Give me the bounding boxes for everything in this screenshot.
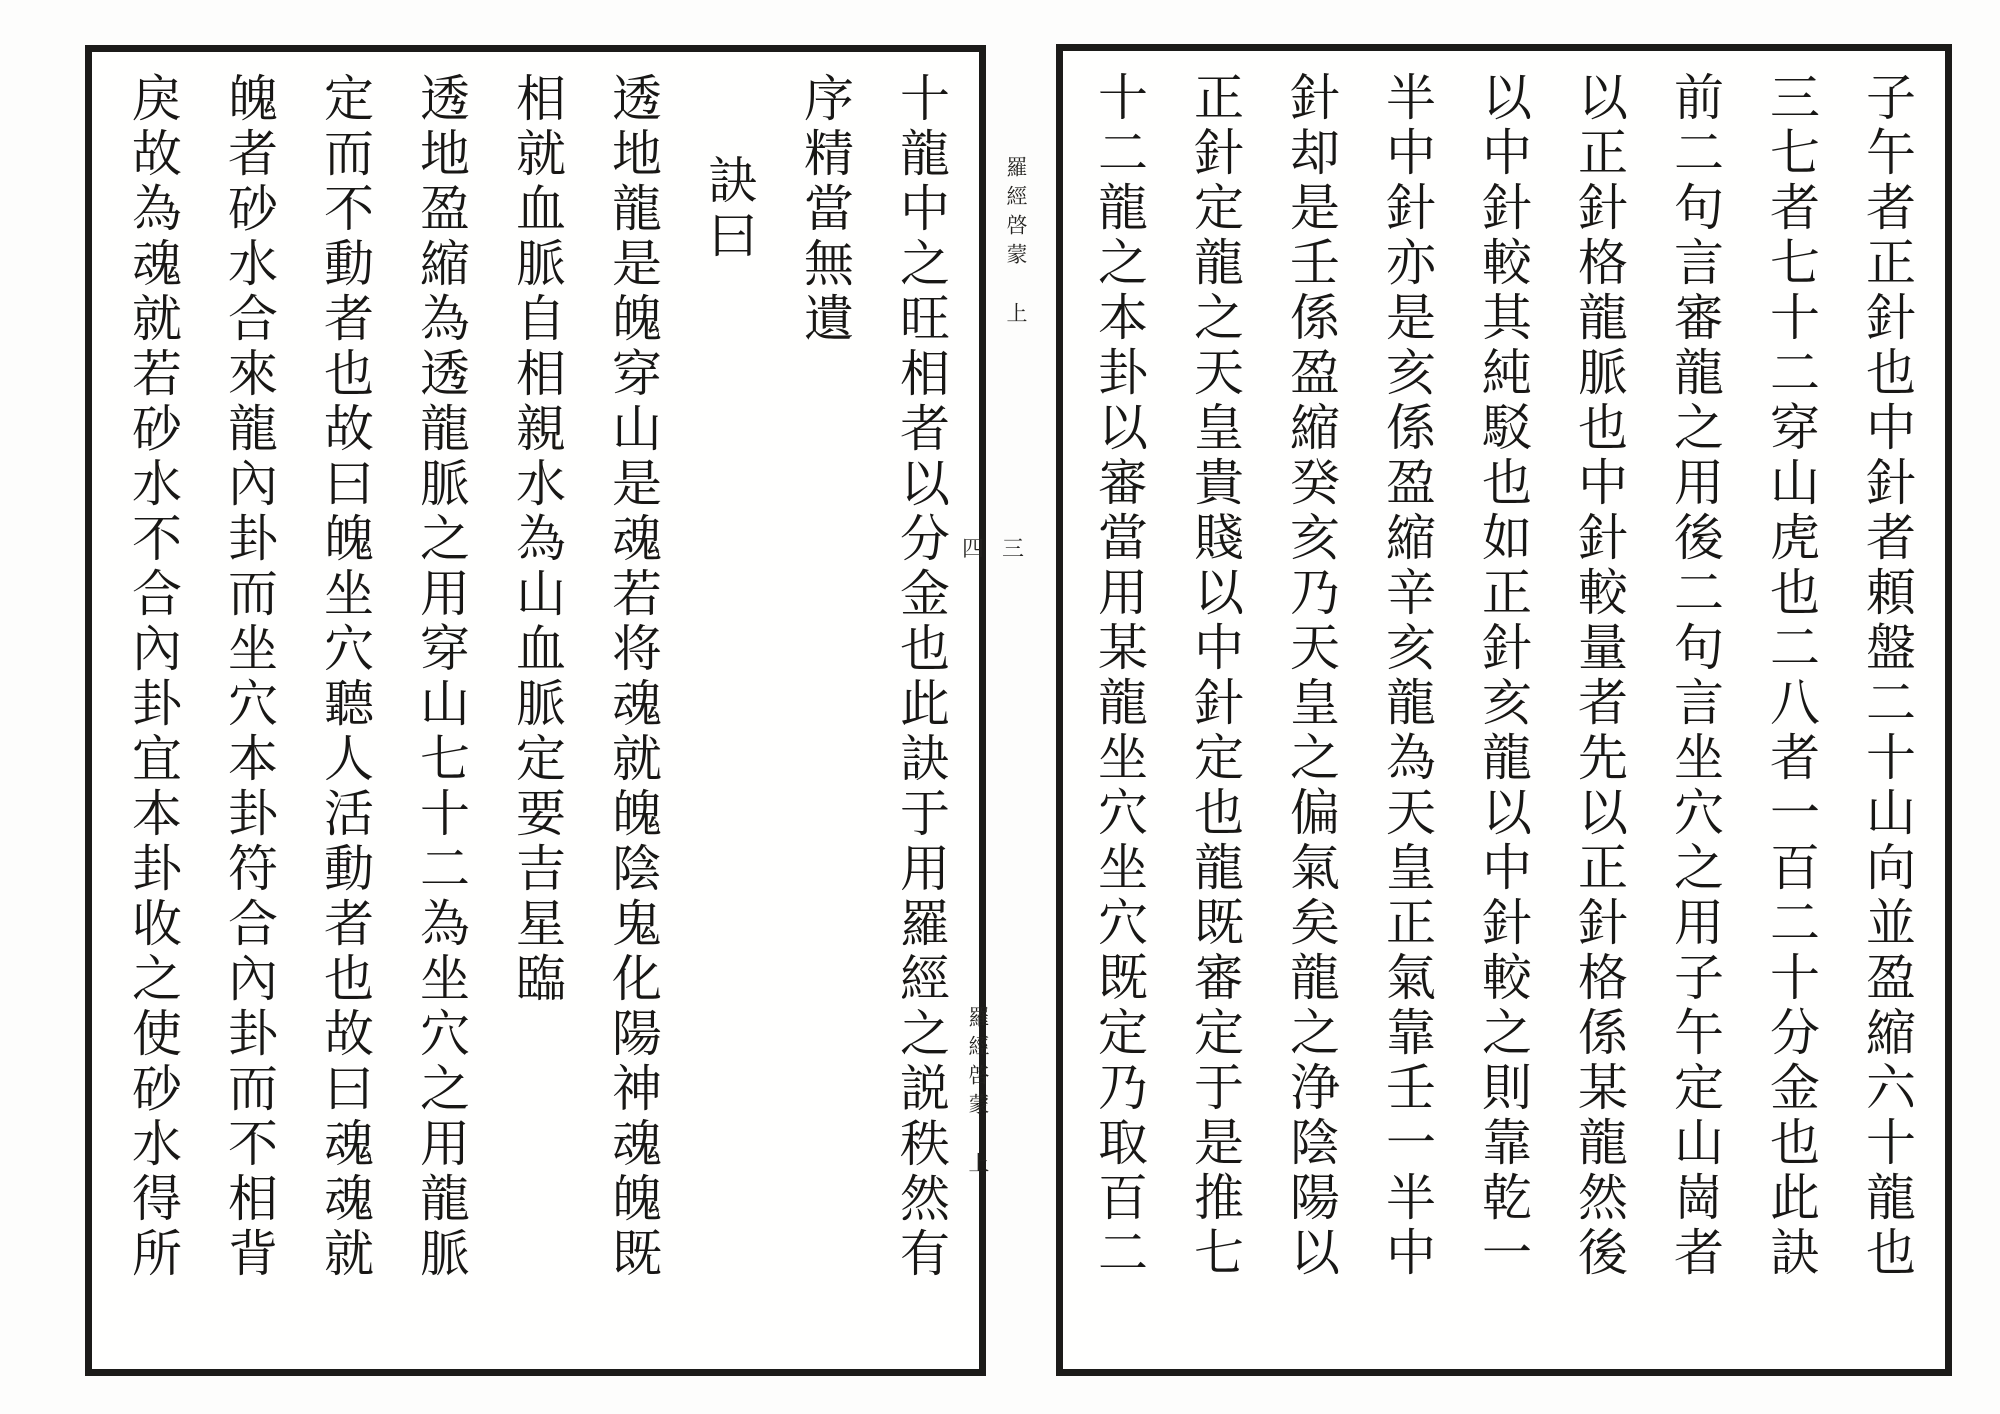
gutter-title-bottom bbox=[963, 1006, 993, 1181]
left-column-4: 透地龍是魄穿山是魂若将魂就魄陰鬼化陽神魂魄既 bbox=[604, 72, 662, 1282]
right-column-5: 以中針較其純駁也如正針亥龍以中針較之則靠乾一 bbox=[1474, 71, 1532, 1281]
gutter-title-top-text: 羅經啓蒙 bbox=[1004, 156, 1028, 272]
gutter-title-bottom-text: 羅經啓蒙 bbox=[966, 1006, 990, 1122]
left-column-2: 序精當無遺 bbox=[796, 72, 854, 347]
right-column-3: 前二句言審龍之用後二句言坐穴之用子午定山崗者 bbox=[1666, 71, 1724, 1281]
gutter-volume-top: 上 bbox=[1004, 302, 1028, 331]
right-column-1: 子午者正針也中針者頼盤二十山向並盈縮六十龍也 bbox=[1858, 71, 1916, 1281]
right-column-7: 針却是壬係盈縮癸亥乃天皇之偏氣矣龍之浄陰陽以 bbox=[1282, 71, 1340, 1281]
page-number-left: 四 bbox=[962, 537, 985, 562]
left-column-6: 透地盈縮為透龍脈之用穿山七十二為坐穴之用龍脈 bbox=[412, 72, 470, 1282]
left-column-7: 定而不動者也故曰魄坐穴聽人活動者也故曰魂魂就 bbox=[316, 72, 374, 1282]
page-left-text-block bbox=[92, 52, 979, 1369]
page-right-text-block bbox=[1063, 51, 1945, 1369]
right-column-2: 三七者七十二穿山虎也二八者一百二十分金也此訣 bbox=[1762, 71, 1820, 1281]
right-column-8: 正針定龍之天皇貴賤以中針定也龍既審定于是推七 bbox=[1186, 71, 1244, 1281]
left-column-3-verse-heading: 訣曰 bbox=[700, 154, 758, 264]
gutter-volume-bottom: 上 bbox=[966, 1152, 990, 1181]
left-column-1: 十龍中之旺相者以分金也此訣于用羅經之説秩然有 bbox=[892, 72, 950, 1282]
left-column-8: 魄者砂水合來龍內卦而坐穴本卦符合內卦而不相背 bbox=[220, 72, 278, 1282]
gutter-title-top bbox=[1001, 156, 1031, 331]
right-column-4: 以正針格龍脈也中針較量者先以正針格係某龍然後 bbox=[1570, 71, 1628, 1281]
right-column-9: 十二龍之本卦以審當用某龍坐穴坐穴既定乃取百二 bbox=[1090, 71, 1148, 1281]
page-number-right: 三 bbox=[1002, 537, 1025, 562]
page-right bbox=[1056, 44, 1952, 1376]
right-column-6: 半中針亦是亥係盈縮辛亥龍為天皇正氣靠壬一半中 bbox=[1378, 71, 1436, 1281]
left-column-9: 戾故為魂就若砂水不合內卦宜本卦收之使砂水得所 bbox=[124, 72, 182, 1282]
left-column-5: 相就血脈自相親水為山血脈定要吉星臨 bbox=[508, 72, 566, 1007]
page-left bbox=[85, 45, 986, 1376]
